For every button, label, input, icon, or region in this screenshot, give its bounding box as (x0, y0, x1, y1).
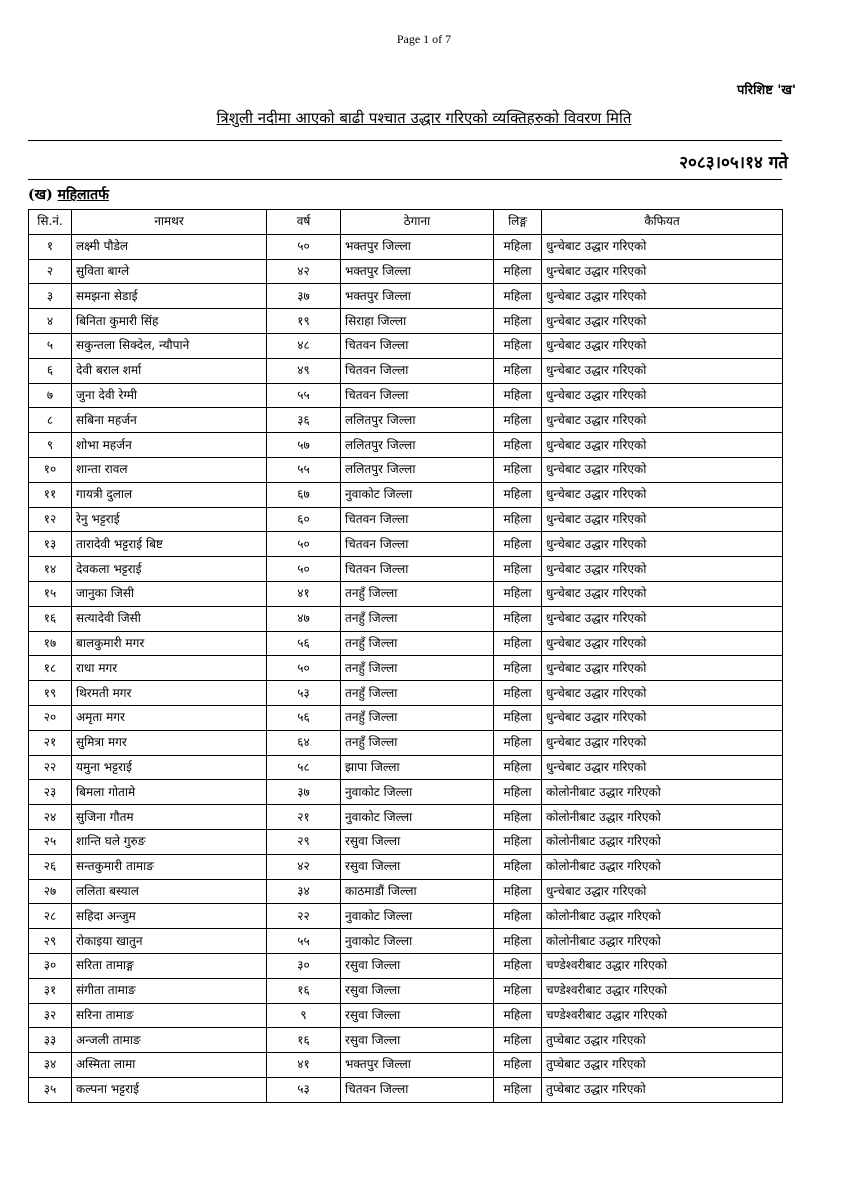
cell-address: नुवाकोट जिल्ला (341, 904, 494, 929)
cell-remarks: धुन्चेबाट उद्धार गरिएको (542, 482, 783, 507)
cell-gender: महिला (494, 234, 542, 259)
cell-remarks: धुन्चेबाट उद्धार गरिएको (542, 730, 783, 755)
table-row (29, 1053, 783, 1078)
cell-name: देवकला भट्टराई (72, 557, 267, 582)
table-row (29, 1077, 783, 1102)
cell-remarks: धुन्चेबाट उद्धार गरिएको (542, 408, 783, 433)
cell-name: सबिना महर्जन (72, 408, 267, 433)
cell-age: ५० (267, 557, 341, 582)
cell-name: सहिदा अन्जुम (72, 904, 267, 929)
cell-remarks: तुप्चेबाट उद्धार गरिएको (542, 1028, 783, 1053)
cell-serial: २ (29, 259, 72, 284)
table-row (29, 929, 783, 954)
cell-remarks: धुन्चेबाट उद्धार गरिएको (542, 581, 783, 606)
cell-address: तनहुँ जिल्ला (341, 581, 494, 606)
cell-serial: २९ (29, 929, 72, 954)
table-header-row (29, 210, 783, 235)
cell-gender: महिला (494, 780, 542, 805)
cell-gender: महिला (494, 854, 542, 879)
cell-remarks: धुन्चेबाट उद्धार गरिएको (542, 631, 783, 656)
cell-name: सुमित्रा मगर (72, 730, 267, 755)
cell-serial: ११ (29, 482, 72, 507)
cell-serial: १५ (29, 581, 72, 606)
cell-remarks: धुन्चेबाट उद्धार गरिएको (542, 507, 783, 532)
cell-address: ललितपुर जिल्ला (341, 457, 494, 482)
cell-gender: महिला (494, 755, 542, 780)
cell-age: ५० (267, 234, 341, 259)
cell-remarks: धुन्चेबाट उद्धार गरिएको (542, 705, 783, 730)
cell-gender: महिला (494, 606, 542, 631)
cell-name: गायत्री दुलाल (72, 482, 267, 507)
col-header-address: ठेगाना (341, 210, 494, 235)
cell-serial: २१ (29, 730, 72, 755)
table-row (29, 829, 783, 854)
cell-address: नुवाकोट जिल्ला (341, 805, 494, 830)
cell-gender: महिला (494, 805, 542, 830)
cell-name: सरिना तामाङ (72, 1003, 267, 1028)
cell-address: काठमाडौं जिल्ला (341, 879, 494, 904)
cell-age: ६७ (267, 482, 341, 507)
col-header-gender: लिङ्ग (494, 210, 542, 235)
table-row (29, 284, 783, 309)
cell-address: रसुवा जिल्ला (341, 978, 494, 1003)
table-row (29, 408, 783, 433)
cell-address: रसुवा जिल्ला (341, 854, 494, 879)
cell-age: ४१ (267, 1053, 341, 1078)
cell-age: ३४ (267, 879, 341, 904)
cell-address: तनहुँ जिल्ला (341, 606, 494, 631)
cell-name: यमुना भट्टराई (72, 755, 267, 780)
cell-name: सकुन्तला सिक्देल, न्यौपाने (72, 333, 267, 358)
cell-serial: ५ (29, 333, 72, 358)
cell-age: ५६ (267, 631, 341, 656)
cell-age: ४९ (267, 358, 341, 383)
cell-name: सत्यादेवी जिसी (72, 606, 267, 631)
cell-serial: ६ (29, 358, 72, 383)
cell-address: चितवन जिल्ला (341, 358, 494, 383)
cell-name: संगीता तामाङ (72, 978, 267, 1003)
cell-age: ५८ (267, 755, 341, 780)
cell-gender: महिला (494, 581, 542, 606)
cell-gender: महिला (494, 333, 542, 358)
cell-name: कल्पना भट्टराई (72, 1077, 267, 1102)
table-row (29, 1003, 783, 1028)
cell-gender: महिला (494, 557, 542, 582)
cell-age: १९ (267, 309, 341, 334)
cell-address: भक्तपुर जिल्ला (341, 234, 494, 259)
cell-gender: महिला (494, 259, 542, 284)
cell-remarks: धुन्चेबाट उद्धार गरिएको (542, 755, 783, 780)
cell-gender: महिला (494, 1028, 542, 1053)
cell-remarks: धुन्चेबाट उद्धार गरिएको (542, 309, 783, 334)
cell-address: ललितपुर जिल्ला (341, 408, 494, 433)
cell-remarks: कोलोनीबाट उद्धार गरिएको (542, 829, 783, 854)
date-divider (28, 179, 782, 180)
table-row (29, 730, 783, 755)
cell-address: ललितपुर जिल्ला (341, 433, 494, 458)
cell-gender: महिला (494, 358, 542, 383)
cell-gender: महिला (494, 383, 542, 408)
table-row (29, 532, 783, 557)
cell-age: ५५ (267, 383, 341, 408)
cell-remarks: तुप्चेबाट उद्धार गरिएको (542, 1077, 783, 1102)
cell-address: तनहुँ जिल्ला (341, 681, 494, 706)
cell-serial: ७ (29, 383, 72, 408)
cell-name: जानुका जिसी (72, 581, 267, 606)
cell-gender: महिला (494, 829, 542, 854)
cell-serial: १२ (29, 507, 72, 532)
cell-age: ३० (267, 953, 341, 978)
cell-serial: ३३ (29, 1028, 72, 1053)
cell-address: तनहुँ जिल्ला (341, 631, 494, 656)
cell-gender: महिला (494, 532, 542, 557)
table-row (29, 805, 783, 830)
cell-age: ३७ (267, 780, 341, 805)
cell-serial: ३५ (29, 1077, 72, 1102)
cell-age: १६ (267, 978, 341, 1003)
cell-name: सरिता तामाङ्ग (72, 953, 267, 978)
cell-serial: १३ (29, 532, 72, 557)
cell-serial: १९ (29, 681, 72, 706)
cell-name: तारादेवी भट्टराई बिष्ट (72, 532, 267, 557)
cell-age: ६४ (267, 730, 341, 755)
table-row (29, 780, 783, 805)
cell-serial: १६ (29, 606, 72, 631)
cell-age: २२ (267, 904, 341, 929)
cell-name: सुविता बाग्ले (72, 259, 267, 284)
cell-serial: २३ (29, 780, 72, 805)
cell-remarks: धुन्चेबाट उद्धार गरिएको (542, 606, 783, 631)
cell-age: ४१ (267, 581, 341, 606)
cell-age: ५० (267, 656, 341, 681)
col-header-remarks: कैफियत (542, 210, 783, 235)
cell-serial: ३४ (29, 1053, 72, 1078)
table-row (29, 606, 783, 631)
cell-remarks: चण्डेश्वरीबाट उद्धार गरिएको (542, 953, 783, 978)
cell-address: सिराहा जिल्ला (341, 309, 494, 334)
col-header-name: नामथर (72, 210, 267, 235)
cell-age: ५० (267, 532, 341, 557)
cell-gender: महिला (494, 929, 542, 954)
cell-gender: महिला (494, 284, 542, 309)
cell-age: ३७ (267, 284, 341, 309)
table-row (29, 705, 783, 730)
cell-serial: १० (29, 457, 72, 482)
cell-gender: महिला (494, 631, 542, 656)
cell-remarks: कोलोनीबाट उद्धार गरिएको (542, 904, 783, 929)
cell-address: चितवन जिल्ला (341, 507, 494, 532)
cell-serial: ३ (29, 284, 72, 309)
document-date: २०८३।०५।१४ गते (679, 153, 788, 173)
cell-address: रसुवा जिल्ला (341, 1003, 494, 1028)
table-row (29, 557, 783, 582)
cell-name: अमृता मगर (72, 705, 267, 730)
cell-serial: ८ (29, 408, 72, 433)
cell-name: शान्ति घले गुरुङ (72, 829, 267, 854)
cell-serial: १७ (29, 631, 72, 656)
cell-address: नुवाकोट जिल्ला (341, 780, 494, 805)
cell-age: ९ (267, 1003, 341, 1028)
cell-gender: महिला (494, 433, 542, 458)
table-row (29, 755, 783, 780)
cell-age: ५६ (267, 705, 341, 730)
cell-name: राधा मगर (72, 656, 267, 681)
cell-name: अन्जली तामाङ (72, 1028, 267, 1053)
cell-serial: २६ (29, 854, 72, 879)
cell-gender: महिला (494, 457, 542, 482)
cell-gender: महिला (494, 978, 542, 1003)
cell-remarks: धुन्चेबाट उद्धार गरिएको (542, 383, 783, 408)
cell-age: ४२ (267, 854, 341, 879)
cell-serial: २८ (29, 904, 72, 929)
cell-remarks: चण्डेश्वरीबाट उद्धार गरिएको (542, 1003, 783, 1028)
cell-name: थिरमती मगर (72, 681, 267, 706)
cell-age: ३६ (267, 408, 341, 433)
cell-serial: १ (29, 234, 72, 259)
table-row (29, 482, 783, 507)
cell-address: रसुवा जिल्ला (341, 1028, 494, 1053)
cell-address: झापा जिल्ला (341, 755, 494, 780)
cell-remarks: धुन्चेबाट उद्धार गरिएको (542, 234, 783, 259)
table-row (29, 978, 783, 1003)
cell-gender: महिला (494, 705, 542, 730)
cell-remarks: धुन्चेबाट उद्धार गरिएको (542, 457, 783, 482)
cell-address: तनहुँ जिल्ला (341, 730, 494, 755)
cell-remarks: चण्डेश्वरीबाट उद्धार गरिएको (542, 978, 783, 1003)
table-row (29, 854, 783, 879)
cell-name: रेनु भट्टराई (72, 507, 267, 532)
cell-age: ५५ (267, 457, 341, 482)
section-label: महिलातर्फ (57, 187, 109, 203)
cell-address: रसुवा जिल्ला (341, 829, 494, 854)
cell-address: चितवन जिल्ला (341, 383, 494, 408)
cell-remarks: धुन्चेबाट उद्धार गरिएको (542, 284, 783, 309)
cell-name: जुना देवी रेग्मी (72, 383, 267, 408)
table-row (29, 904, 783, 929)
table-row (29, 681, 783, 706)
cell-serial: २२ (29, 755, 72, 780)
cell-age: ५३ (267, 681, 341, 706)
cell-gender: महिला (494, 953, 542, 978)
cell-address: तनहुँ जिल्ला (341, 705, 494, 730)
cell-name: बिनिता कुमारी सिंह (72, 309, 267, 334)
cell-gender: महिला (494, 681, 542, 706)
document-title: त्रिशुली नदीमा आएको बाढी पश्चात उद्धार गरिएको व्यक्तिहरुको विवरण मिति (216, 109, 632, 127)
cell-serial: १४ (29, 557, 72, 582)
section-prefix: (ख) (28, 187, 53, 203)
cell-serial: ३२ (29, 1003, 72, 1028)
cell-name: सन्तकुमारी तामाङ (72, 854, 267, 879)
table-row (29, 259, 783, 284)
table-row (29, 656, 783, 681)
table-row (29, 581, 783, 606)
table-row (29, 358, 783, 383)
cell-address: चितवन जिल्ला (341, 532, 494, 557)
cell-serial: २७ (29, 879, 72, 904)
title-divider (28, 140, 782, 141)
cell-age: ५७ (267, 433, 341, 458)
cell-remarks: धुन्चेबाट उद्धार गरिएको (542, 681, 783, 706)
cell-remarks: धुन्चेबाट उद्धार गरिएको (542, 433, 783, 458)
table-row (29, 433, 783, 458)
cell-name: बालकुमारी मगर (72, 631, 267, 656)
cell-address: भक्तपुर जिल्ला (341, 284, 494, 309)
cell-serial: ३० (29, 953, 72, 978)
cell-age: ५५ (267, 929, 341, 954)
cell-name: बिमला गोतामे (72, 780, 267, 805)
cell-remarks: धुन्चेबाट उद्धार गरिएको (542, 358, 783, 383)
table-row (29, 879, 783, 904)
cell-gender: महिला (494, 482, 542, 507)
table-row (29, 234, 783, 259)
cell-serial: ९ (29, 433, 72, 458)
cell-gender: महिला (494, 879, 542, 904)
cell-gender: महिला (494, 408, 542, 433)
col-header-serial: सि.नं. (29, 210, 72, 235)
cell-remarks: कोलोनीबाट उद्धार गरिएको (542, 805, 783, 830)
cell-serial: २० (29, 705, 72, 730)
cell-name: शोभा महर्जन (72, 433, 267, 458)
table-row (29, 309, 783, 334)
cell-name: सुजिना गौतम (72, 805, 267, 830)
cell-name: ललिता बस्याल (72, 879, 267, 904)
cell-address: नुवाकोट जिल्ला (341, 482, 494, 507)
page-number-header: Page 1 of 7 (396, 32, 452, 46)
cell-serial: १८ (29, 656, 72, 681)
col-header-age: वर्ष (267, 210, 341, 235)
cell-gender: महिला (494, 1003, 542, 1028)
cell-remarks: धुन्चेबाट उद्धार गरिएको (542, 333, 783, 358)
cell-address: भक्तपुर जिल्ला (341, 1053, 494, 1078)
cell-remarks: धुन्चेबाट उद्धार गरिएको (542, 879, 783, 904)
cell-gender: महिला (494, 730, 542, 755)
cell-remarks: धुन्चेबाट उद्धार गरिएको (542, 532, 783, 557)
cell-serial: ४ (29, 309, 72, 334)
cell-name: शान्ता रावल (72, 457, 267, 482)
cell-age: ५३ (267, 1077, 341, 1102)
cell-address: चितवन जिल्ला (341, 1077, 494, 1102)
cell-address: रसुवा जिल्ला (341, 953, 494, 978)
cell-gender: महिला (494, 309, 542, 334)
cell-gender: महिला (494, 1077, 542, 1102)
cell-name: देवी बराल शर्मा (72, 358, 267, 383)
cell-gender: महिला (494, 1053, 542, 1078)
cell-remarks: धुन्चेबाट उद्धार गरिएको (542, 656, 783, 681)
cell-gender: महिला (494, 656, 542, 681)
annex-label: परिशिष्ट 'ख' (737, 83, 796, 98)
rescued-persons-table (28, 209, 783, 1103)
cell-age: ४८ (267, 333, 341, 358)
table-row (29, 507, 783, 532)
cell-age: ४२ (267, 259, 341, 284)
cell-name: रोकाइया खातुन (72, 929, 267, 954)
cell-remarks: तुप्चेबाट उद्धार गरिएको (542, 1053, 783, 1078)
table-row (29, 333, 783, 358)
table-row (29, 953, 783, 978)
table-row (29, 631, 783, 656)
cell-gender: महिला (494, 507, 542, 532)
cell-address: नुवाकोट जिल्ला (341, 929, 494, 954)
cell-remarks: धुन्चेबाट उद्धार गरिएको (542, 259, 783, 284)
section-heading (28, 185, 109, 204)
cell-remarks: कोलोनीबाट उद्धार गरिएको (542, 929, 783, 954)
cell-name: अस्मिता लामा (72, 1053, 267, 1078)
table-row (29, 457, 783, 482)
cell-address: चितवन जिल्ला (341, 333, 494, 358)
cell-serial: २५ (29, 829, 72, 854)
table-row (29, 1028, 783, 1053)
cell-name: लक्ष्मी पौडेल (72, 234, 267, 259)
cell-age: ४७ (267, 606, 341, 631)
cell-age: २९ (267, 829, 341, 854)
cell-address: चितवन जिल्ला (341, 557, 494, 582)
cell-age: ६० (267, 507, 341, 532)
cell-remarks: कोलोनीबाट उद्धार गरिएको (542, 854, 783, 879)
cell-serial: ३१ (29, 978, 72, 1003)
cell-serial: २४ (29, 805, 72, 830)
cell-remarks: कोलोनीबाट उद्धार गरिएको (542, 780, 783, 805)
cell-address: भक्तपुर जिल्ला (341, 259, 494, 284)
cell-remarks: धुन्चेबाट उद्धार गरिएको (542, 557, 783, 582)
cell-address: तनहुँ जिल्ला (341, 656, 494, 681)
cell-gender: महिला (494, 904, 542, 929)
cell-name: समझना सेडाई (72, 284, 267, 309)
cell-age: २१ (267, 805, 341, 830)
cell-age: १६ (267, 1028, 341, 1053)
table-row (29, 383, 783, 408)
